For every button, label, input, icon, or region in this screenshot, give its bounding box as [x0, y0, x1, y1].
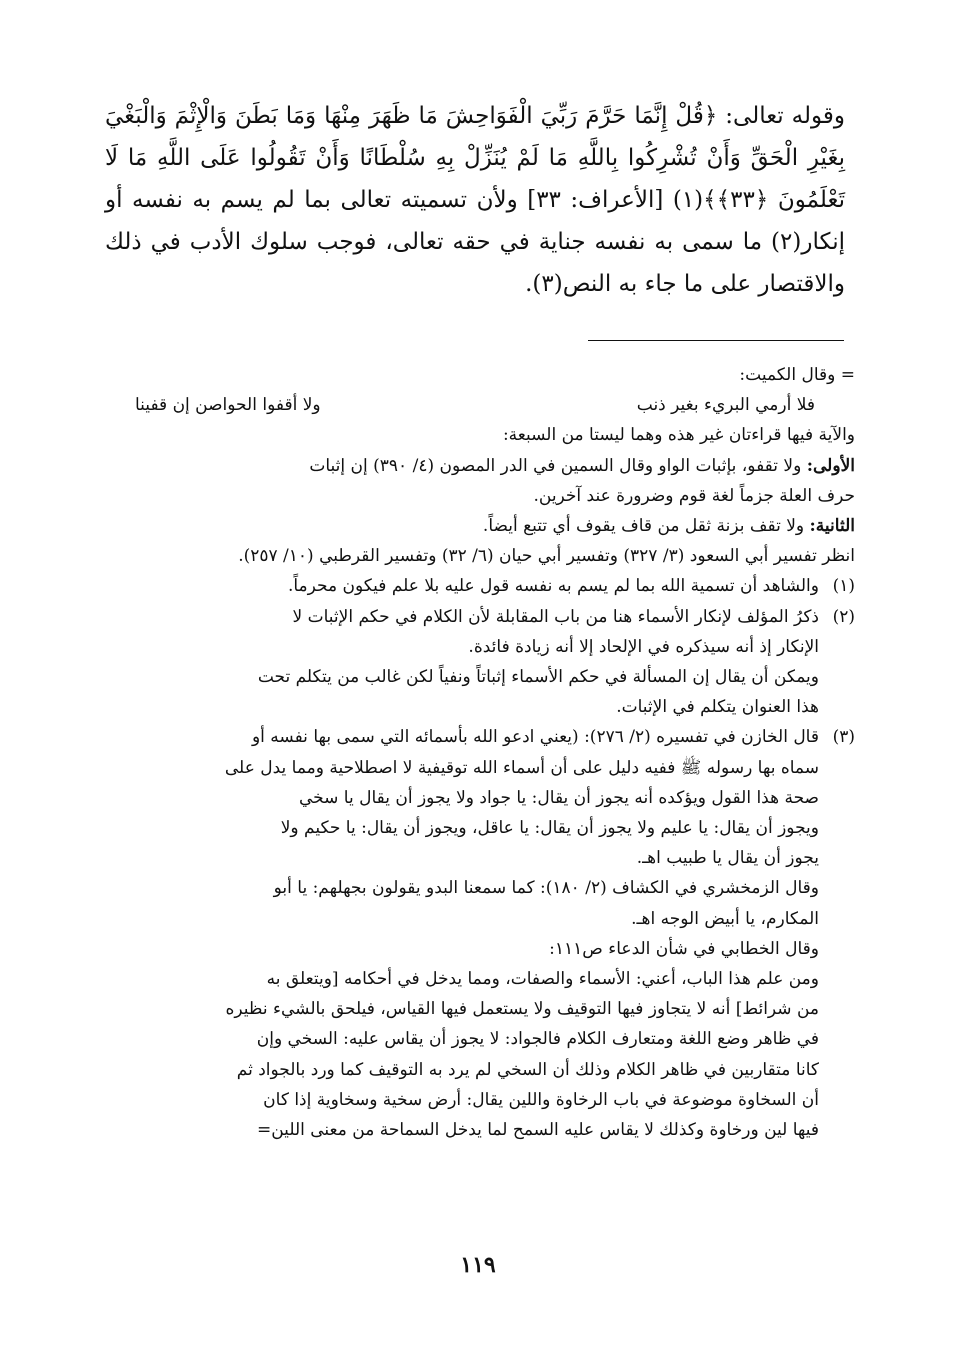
footnote-line: سماه بها رسوله ﷺ ففيه دليل على أن أسماء الله توقيفية لا اصطلاحية ومما يدل على	[224, 757, 819, 778]
footnote-line: حرف العلة جزماً لغة قوم وضرورة عند آخرين.	[533, 485, 855, 506]
reading-label-second: الثانية:	[809, 516, 855, 537]
page-number: ١١٩	[460, 1252, 496, 1278]
footnote-1	[105, 571, 855, 601]
footnote-line: أن السخاوة موضوعة في باب الرخاوة واللين يقال: أرض سخية وسخاوية إذا كان	[263, 1089, 819, 1110]
footnote-line: يجوز أن يقال يا طبيب اهـ.	[636, 848, 819, 869]
footnote-line: كانا متقاربين في ظاهر الكلام وذلك أن السخي لم يرد به التوقيف كما ورد بالجواد ثم	[236, 1059, 819, 1080]
footnote-line: وقال الزمخشري في الكشاف (٢/ ١٨٠): كما سمعنا البدو يقولون بجهلهم: يا أبو	[273, 878, 819, 899]
main-text	[105, 95, 845, 305]
footnote-3	[105, 722, 855, 752]
footnote-number: (٢)	[832, 606, 855, 627]
footnote-line: ومن علم هذا الباب، أعني: الأسماء والصفات، ومما يدخل في أحكامه [ويتعلق به	[266, 969, 819, 990]
footnote-line: صحة هذا القول ويؤكده أنه يجوز أن يقال: يا جواد ولا يجوز أن يقال يا سخي	[298, 787, 819, 808]
footnote-line: من شرائط] أنه لا يتجاوز فيها التوقيف ولا يستعمل فيها القياس، فيلحق بالشيء نظيره	[225, 999, 819, 1020]
footnote-line: انظر تفسير أبي السعود (٣/ ٣٢٧) وتفسير أبي حيان (٦/ ٣٢) وتفسير القرطبي (١٠/ ٢٥٧).	[238, 546, 855, 567]
footnote-text: ولا تقف بزنة ثقل من قاف يقوف أي تتبع أيضاً.	[482, 516, 810, 537]
footnote-line: هذا العنوان يتكلم في الإثبات.	[616, 697, 819, 718]
footnote-line: والآية فيها قراءتان غير هذه وهما ليستا من السبعة:	[502, 425, 855, 446]
reading-label-first: الأولى:	[806, 455, 855, 476]
footnotes	[105, 360, 855, 1145]
footnote-number: (١)	[832, 576, 855, 597]
footnote-line: الإنكار إذ أنه سيذكره في الإلحاد إلا أنه زيادة فائدة.	[468, 636, 819, 657]
main-paragraph: وقوله تعالى: ﴿قُلْ إِنَّمَا حَرَّمَ رَبِّيَ الْفَوَاحِشَ مَا ظَهَرَ مِنْهَا وَمَا بَطَنَ وَالْإِثْمَ وَالْبَغْيَ بِغَيْرِ الْحَقِّ وَأَنْ تُشْرِكُوا بِاللَّهِ مَا لَمْ يُنَزِّلْ بِهِ سُلْطَانًا وَأَنْ تَقُولُوا عَلَى اللَّهِ مَا لَا تَعْلَمُونَ ﴿٣٣﴾﴾(١) [الأعراف: ٣٣] ولأن تسميته تعالى بما لم يسم به نفسه أو إنكار(٢) ما سمى به نفسه جناية في حقه تعالى، فوجب سلوك الأدب في ذلك والاقتصار على ما جاء به النص(٣).	[105, 103, 845, 297]
footnote-line: المكارم، يا أبيض الوجه اهـ.	[631, 908, 819, 929]
poem-first-hemistich: فلا أرمي البريء بغير ذنب	[636, 395, 815, 416]
footnote-line: فيها لين ورخاوة وكذلك لا يقاس عليه السمح لما يدخل السماحة من معنى اللين=	[257, 1120, 819, 1141]
footnote-text: ولا تقفو، بإثبات الواو وقال السمين في الدر المصون (٤/ ٣٩٠) إن إثبات	[309, 455, 807, 476]
footnote-line	[105, 511, 855, 541]
footnote-line: ويمكن أن يقال إن المسألة في حكم الأسماء إثباتاً ونفياً لكن غالب من يتكلم تحت	[257, 667, 819, 688]
footnote-continuation-marker: = وقال الكميت:	[739, 365, 855, 385]
footnote-2	[105, 602, 855, 632]
footnote-line: في ظاهر وضع اللغة ومتعارف الكلام فالجواد: لا يجوز أن يقاس عليه: السخي وإن	[256, 1029, 819, 1050]
footnote-line: وقال الخطابي في شأن الدعاء ص١١١:	[549, 938, 819, 959]
poem-verse	[105, 390, 855, 420]
footnote-divider	[588, 340, 844, 341]
poem-second-hemistich: ولا أقفوا الحواصن إن قفينا	[135, 395, 321, 416]
footnote-line	[105, 451, 855, 481]
footnote-text: ذكرُ المؤلف لإنكار الأسماء هنا من باب المقابلة لأن الكلام في حكم الإثبات لا	[292, 606, 819, 627]
footnote-text: قال الخازن في تفسيره (٢/ ٢٧٦): (يعني ادعو الله بأسمائه التي سمى بها نفسه أو	[251, 727, 819, 748]
footnote-number: (٣)	[832, 727, 855, 748]
footnote-text: والشاهد أن تسمية الله بما لم يسم به نفسه قول عليه بلا علم فيكون محرماً.	[287, 576, 819, 597]
footnote-line: ويجوز أن يقال: يا عليم ولا يجوز أن يقال: يا عاقل، ويجوز أن يقال: يا حكيم ولا	[280, 818, 819, 839]
